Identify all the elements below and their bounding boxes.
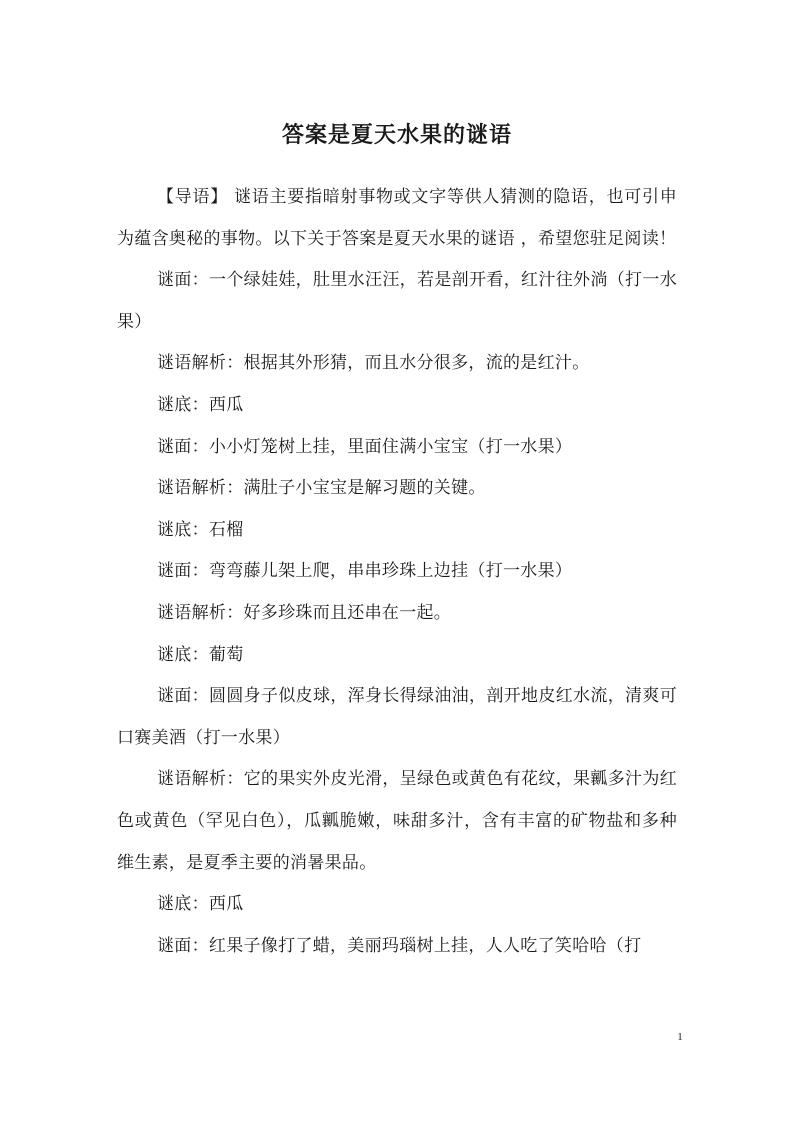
riddle-answer: 谜底：石榴: [157, 519, 244, 540]
riddle-explanation: 谜语解析：它的果实外皮光滑，呈绿色或黄色有花纹，果瓤多汁为红色或黄色（罕见白色），瓜瓤脆嫩，味甜多汁，含有丰富的矿物盐和多种维生素，是夏季主要的消暑果品。: [117, 769, 677, 873]
riddle-explanation: 谜语解析：根据其外形猜，而且水分很多，流的是红汁。: [157, 353, 590, 374]
riddle-question: 谜面：圆圆身子似皮球，浑身长得绿油油，剖开地皮红水流，清爽可口赛美酒（打一水果）: [117, 686, 677, 748]
riddle-answer: 谜底：西瓜: [157, 894, 244, 915]
riddle-answer: 谜底：葡萄: [157, 644, 244, 665]
riddle-question: 谜面：小小灯笼树上挂，里面住满小宝宝（打一水果）: [157, 436, 573, 457]
riddle-question: 谜面：弯弯藤儿架上爬，串串珍珠上边挂（打一水果）: [157, 561, 573, 582]
document-title: 答案是夏天水果的谜语: [281, 122, 512, 148]
riddle-question: 谜面：红果子像打了蜡，美丽玛瑙树上挂，人人吃了笑哈哈（打: [157, 935, 642, 956]
riddle-question: 谜面：一个绿娃娃，肚里水汪汪，若是剖开看，红汁往外淌（打一水果）: [117, 270, 677, 332]
riddle-explanation: 谜语解析：好多珍珠而且还串在一起。: [157, 602, 452, 623]
riddle-answer: 谜底：西瓜: [157, 394, 244, 415]
document-body: [117, 177, 677, 967]
page-number: 1: [677, 1031, 683, 1043]
intro-paragraph: 【导语】 谜语主要指暗射事物或文字等供人猜测的隐语，也可引申为蕴含奥秘的事物。以下关于答案是夏天水果的谜语 ，希望您驻足阅读！: [117, 187, 677, 249]
riddle-explanation: 谜语解析：满肚子小宝宝是解习题的关键。: [157, 478, 486, 499]
